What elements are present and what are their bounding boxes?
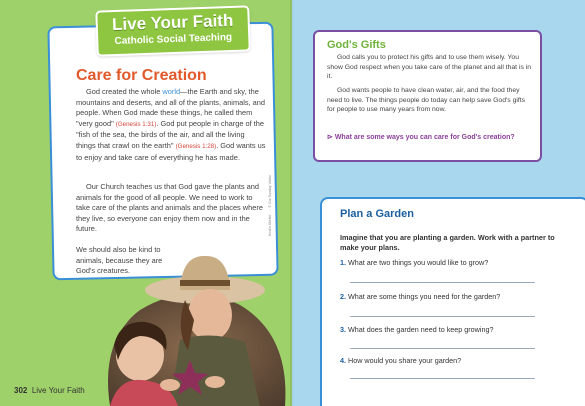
badge-title: Live Your Faith [111,10,234,35]
gifts-paragraph-2: God wants people to have clean water, air, and the food they need to live. The things people do today can help save God's gifts for people to use many years from now. [327,87,526,114]
question-2: 2. What are some things you need for the garden? [340,292,501,301]
creation-paragraph-3: We should also be kind to animals, because they are God's creatures. [76,245,163,276]
page-title: Care for Creation [76,67,207,84]
creation-paragraph-2: Our Church teaches us that God gave the plants and animals for the good of all people. We need to work to take care of the plants and animals and the places where they live, so everyone can enjoy them now and in the future. [76,182,263,234]
creation-paragraph-1: God created the whole world—the Earth and sky, the mountains and deserts, and all of the plants, animals, and people. When God made these things, he called them "very good" (Genesis 1:31). God put people in charge of the "fish of the sea, the birds of the air, and all the living things that crawl on the earth" (Genesis 1:28). God wants us to enjoy and take care of everything he has made. [76,87,266,162]
discussion-question: ⊳ What are some ways you can care for God's creation? [327,134,515,141]
hand [160,379,180,391]
arrow-icon: ⊳ [327,134,335,141]
plan-a-garden-card [320,197,585,406]
plan-a-garden-title: Plan a Garden [340,208,414,220]
badge-subtitle: Catholic Social Teaching [114,31,233,48]
hand [205,376,225,388]
ranger-and-girl-photo [70,250,300,406]
answer-line-2[interactable] [350,316,535,317]
plan-intro: Imagine that you are planting a garden. Work with a partner to make your plans. [340,233,555,252]
footer-left-label: Live Your Faith [31,386,85,395]
question-3: 3. What does the garden need to keep growing? [340,325,494,334]
answer-line-1[interactable] [350,282,535,283]
answer-line-4[interactable] [350,378,535,379]
live-your-faith-badge [95,5,251,56]
question-1: 1. What are two things you would like to grow? [340,258,489,267]
gifts-paragraph-1: God calls you to protect his gifts and to use them wisely. You show God respect when you take care of the planet and all that is in it. [327,54,532,81]
footer-left [14,386,85,395]
highlight-world: world [162,87,181,96]
ranger-hat-band [180,280,230,286]
question-4: 4. How would you share your garden? [340,356,462,365]
gods-gifts-title: God's Gifts [327,39,386,51]
page-number-left: 302 [14,386,28,395]
answer-line-3[interactable] [350,348,535,349]
scripture-reference: (Genesis 1:31) [115,120,157,128]
scripture-reference: (Genesis 1:28) [175,142,217,150]
photo-credit: Kristin Stiefel/ ... · © Our Sunday Visitor [268,174,272,236]
ranger-face [188,289,232,341]
